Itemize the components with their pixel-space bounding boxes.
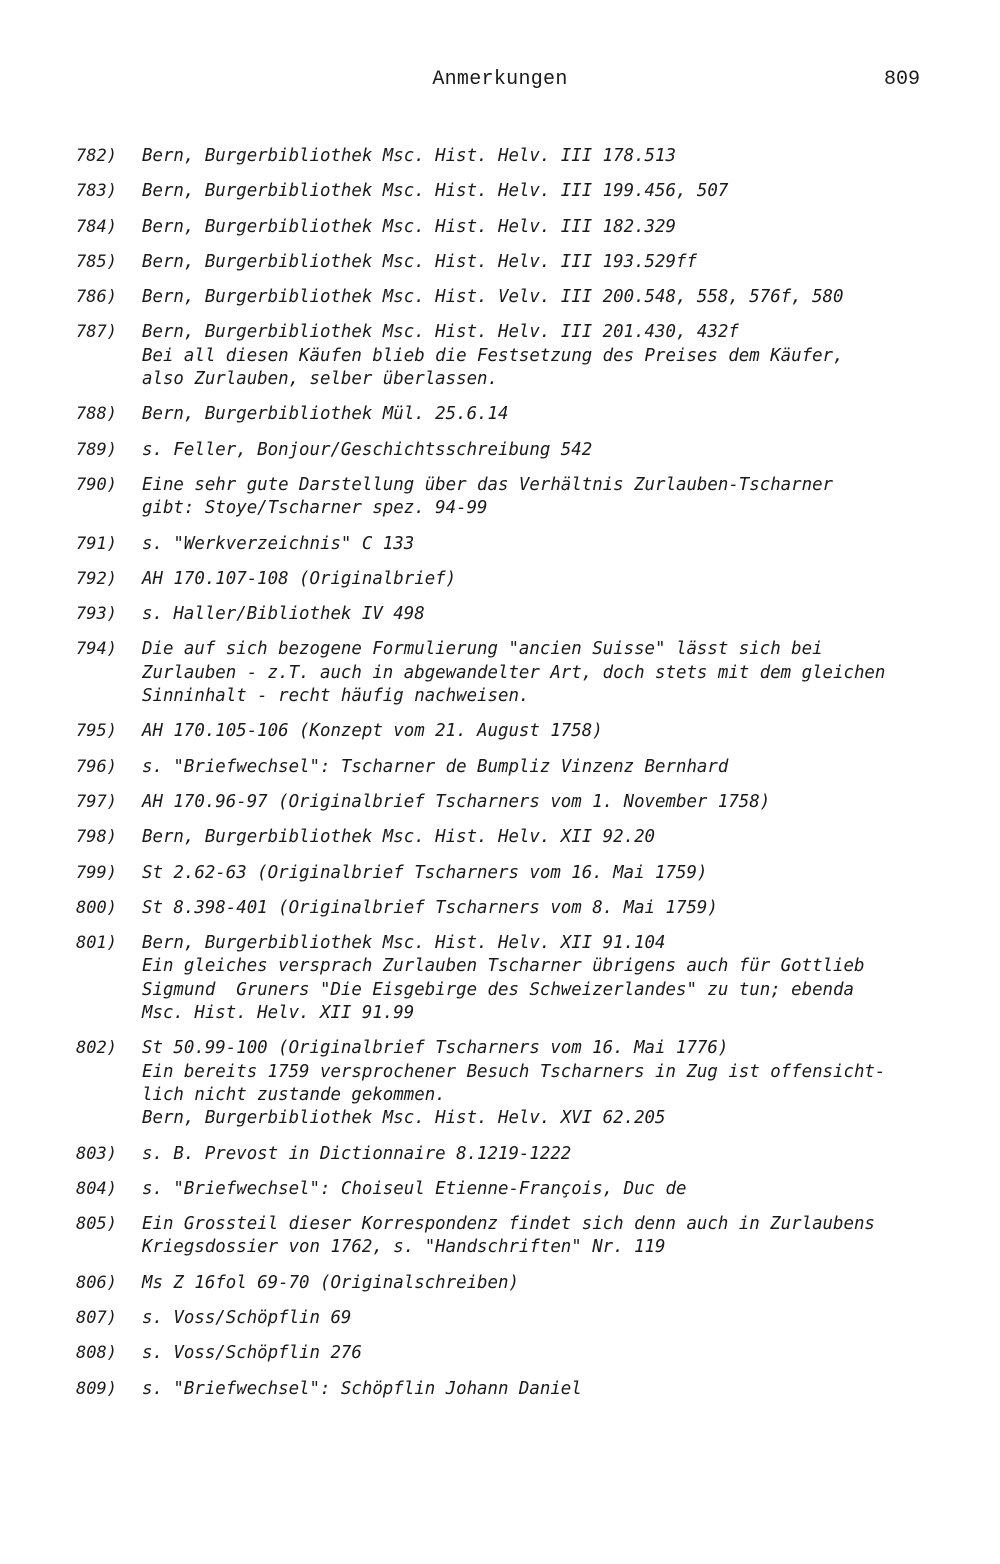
footnote-text bbox=[142, 862, 956, 885]
footnote-number: 782) bbox=[76, 146, 117, 166]
page-title: Anmerkungen bbox=[432, 68, 568, 91]
footnote-item bbox=[76, 603, 956, 626]
footnote-item bbox=[76, 720, 956, 743]
footnote-line: Eine sehr gute Darstellung über das Verhältnis Zurlauben-Tscharner bbox=[142, 474, 834, 495]
footnote-number: 788) bbox=[76, 404, 117, 425]
footnote-number: 799) bbox=[76, 862, 117, 883]
footnote-line: Bern, Burgerbibliothek Msc. Hist. Helv. III 178.513 bbox=[142, 146, 676, 166]
footnote-line: s. Voss/Schöpflin 276 bbox=[142, 1343, 362, 1364]
footnote-item bbox=[76, 897, 956, 920]
footnote-text bbox=[142, 439, 956, 462]
footnote-text bbox=[142, 1378, 956, 1401]
footnote-line: Bern, Burgerbibliothek Msc. Hist. Helv. XVI 62.205 bbox=[142, 1108, 666, 1129]
footnote-text bbox=[142, 145, 956, 168]
footnote-line: Bern, Burgerbibliothek Msc. Hist. Helv. III 199.456, 507 bbox=[142, 181, 729, 202]
footnote-text bbox=[142, 897, 956, 920]
footnote-line: Bern, Burgerbibliothek Msc. Hist. Helv. III 182.329 bbox=[142, 216, 676, 237]
footnote-item bbox=[76, 1213, 956, 1260]
footnote-line: Sigmund Gruners "Die Eisgebirge des Schweizerlandes" zu tun; ebenda bbox=[142, 979, 854, 1000]
footnote-line: s. B. Prevost in Dictionnaire 8.1219-1222 bbox=[142, 1143, 572, 1164]
footnote-line: Bern, Burgerbibliothek Msc. Hist. Helv. XII 92.20 bbox=[142, 827, 656, 848]
footnote-item bbox=[76, 145, 956, 168]
footnote-item bbox=[76, 1272, 956, 1295]
page-number: 809 bbox=[883, 68, 920, 91]
footnote-line: Ms Z 16fol 69-70 (Originalschreiben) bbox=[142, 1272, 519, 1293]
footnote-number: 796) bbox=[76, 756, 117, 777]
footnote-text bbox=[142, 474, 956, 521]
footnote-number: 785) bbox=[76, 251, 117, 272]
footnote-line: Bern, Burgerbibliothek Mül. 25.6.14 bbox=[142, 404, 509, 425]
footnote-number: 794) bbox=[76, 639, 117, 660]
footnote-line: Die auf sich bezogene Formulierung "ancien Suisse" lässt sich bei bbox=[142, 639, 823, 660]
footnote-text bbox=[142, 603, 956, 626]
footnote-item bbox=[76, 826, 956, 849]
footnote-line: also Zurlauben, selber überlassen. bbox=[142, 369, 498, 390]
footnote-item bbox=[76, 1037, 956, 1130]
footnote-text bbox=[142, 1272, 956, 1295]
footnote-line: Bern, Burgerbibliothek Msc. Hist. Helv. XII 91.104 bbox=[142, 933, 666, 954]
footnote-number: 783) bbox=[76, 181, 117, 202]
footnote-number: 793) bbox=[76, 604, 117, 625]
footnote-number: 784) bbox=[76, 216, 117, 237]
footnote-line: AH 170.105-106 (Konzept vom 21. August 1758) bbox=[142, 721, 603, 742]
footnote-text bbox=[142, 1178, 956, 1201]
footnote-number: 789) bbox=[76, 439, 117, 460]
footnote-text bbox=[142, 321, 956, 391]
footnote-item bbox=[76, 932, 956, 1025]
footnote-text bbox=[142, 756, 956, 779]
footnote-line: s. "Briefwechsel": Tscharner de Bumpliz Vinzenz Bernhard bbox=[142, 756, 729, 777]
footnote-item bbox=[76, 1143, 956, 1166]
footnote-number: 792) bbox=[76, 568, 117, 589]
footnote-line: s. "Briefwechsel": Choiseul Etienne-François, Duc de bbox=[142, 1178, 687, 1199]
footnote-line: Bei all diesen Käufen blieb die Festsetzung des Preises dem Käufer, bbox=[142, 345, 844, 366]
footnote-number: 797) bbox=[76, 791, 117, 812]
footnote-text bbox=[142, 403, 956, 426]
footnote-text bbox=[142, 826, 956, 849]
footnote-list bbox=[76, 145, 956, 1413]
footnote-line: St 2.62-63 (Originalbrief Tscharners vom 16. Mai 1759) bbox=[142, 862, 708, 883]
footnote-line: lich nicht zustande gekommen. bbox=[142, 1084, 446, 1105]
footnote-line: Bern, Burgerbibliothek Msc. Hist. Velv. III 200.548, 558, 576f, 580 bbox=[142, 287, 844, 308]
footnote-text bbox=[142, 1143, 956, 1166]
footnote-number: 795) bbox=[76, 721, 117, 742]
footnote-line: Ein gleiches versprach Zurlauben Tscharner übrigens auch für Gottlieb bbox=[142, 956, 865, 977]
footnote-item bbox=[76, 756, 956, 779]
footnote-number: 791) bbox=[76, 533, 117, 554]
footnote-number: 803) bbox=[76, 1143, 117, 1164]
footnote-text bbox=[142, 568, 956, 591]
footnote-text bbox=[142, 1342, 956, 1365]
footnote-number: 807) bbox=[76, 1307, 117, 1328]
footnote-line: Zurlauben - z.T. auch in abgewandelter Art, doch stets mit dem gleichen bbox=[142, 662, 886, 683]
footnote-line: s. "Briefwechsel": Schöpflin Johann Daniel bbox=[142, 1378, 582, 1399]
footnote-item bbox=[76, 1342, 956, 1365]
footnote-number: 806) bbox=[76, 1272, 117, 1293]
footnote-number: 802) bbox=[76, 1038, 117, 1059]
footnote-item bbox=[76, 1178, 956, 1201]
footnote-item bbox=[76, 533, 956, 556]
footnote-line: s. Haller/Bibliothek IV 498 bbox=[142, 604, 425, 625]
footnote-line: Ein Grossteil dieser Korrespondenz findet sich denn auch in Zurlaubens bbox=[142, 1214, 875, 1235]
footnote-text bbox=[142, 1037, 956, 1130]
footnote-line: Ein bereits 1759 versprochener Besuch Tscharners in Zug ist offensicht- bbox=[142, 1061, 886, 1082]
footnote-item bbox=[76, 1307, 956, 1330]
footnote-line: s. Feller, Bonjour/Geschichtsschreibung 542 bbox=[142, 439, 593, 460]
footnote-line: s. "Werkverzeichnis" C 133 bbox=[142, 533, 415, 554]
footnote-item bbox=[76, 321, 956, 391]
footnote-number: 800) bbox=[76, 897, 117, 918]
footnote-line: Sinninhalt - recht häufig nachweisen. bbox=[142, 686, 530, 707]
footnote-text bbox=[142, 720, 956, 743]
footnote-text bbox=[142, 216, 956, 239]
footnote-number: 786) bbox=[76, 287, 117, 308]
footnote-line: Kriegsdossier von 1762, s. "Handschriften" Nr. 119 bbox=[142, 1237, 666, 1258]
footnote-item bbox=[76, 180, 956, 203]
footnote-number: 790) bbox=[76, 474, 117, 495]
footnote-item bbox=[76, 286, 956, 309]
footnote-text bbox=[142, 638, 956, 708]
footnote-number: 787) bbox=[76, 322, 117, 343]
footnote-line: St 8.398-401 (Originalbrief Tscharners vom 8. Mai 1759) bbox=[142, 897, 718, 918]
footnote-item bbox=[76, 439, 956, 462]
footnote-text bbox=[142, 533, 956, 556]
footnote-text bbox=[142, 932, 956, 1025]
footnote-item bbox=[76, 1378, 956, 1401]
footnote-line: AH 170.107-108 (Originalbrief) bbox=[142, 568, 457, 589]
footnote-number: 798) bbox=[76, 827, 117, 848]
footnote-text bbox=[142, 286, 956, 309]
footnote-item bbox=[76, 791, 956, 814]
footnote-item bbox=[76, 862, 956, 885]
footnote-item bbox=[76, 403, 956, 426]
page-header bbox=[0, 68, 1000, 98]
footnote-item bbox=[76, 638, 956, 708]
footnote-item bbox=[76, 474, 956, 521]
footnote-text bbox=[142, 791, 956, 814]
footnote-text bbox=[142, 180, 956, 203]
footnote-number: 805) bbox=[76, 1214, 117, 1235]
footnote-line: Msc. Hist. Helv. XII 91.99 bbox=[142, 1003, 415, 1024]
footnote-line: Bern, Burgerbibliothek Msc. Hist. Helv. III 201.430, 432f bbox=[142, 322, 739, 343]
footnote-number: 804) bbox=[76, 1178, 117, 1199]
footnote-item bbox=[76, 216, 956, 239]
footnote-item bbox=[76, 251, 956, 274]
footnote-line: AH 170.96-97 (Originalbrief Tscharners vom 1. November 1758) bbox=[142, 791, 771, 812]
footnote-text bbox=[142, 251, 956, 274]
footnote-item bbox=[76, 568, 956, 591]
footnote-line: Bern, Burgerbibliothek Msc. Hist. Helv. III 193.529ff bbox=[142, 251, 697, 272]
footnote-number: 809) bbox=[76, 1378, 117, 1399]
footnote-number: 801) bbox=[76, 933, 117, 954]
footnote-number: 808) bbox=[76, 1343, 117, 1364]
footnote-text bbox=[142, 1307, 956, 1330]
footnote-line: gibt: Stoye/Tscharner spez. 94-99 bbox=[142, 498, 488, 519]
footnote-text bbox=[142, 1213, 956, 1260]
footnote-line: St 50.99-100 (Originalbrief Tscharners vom 16. Mai 1776) bbox=[142, 1038, 729, 1059]
footnote-line: s. Voss/Schöpflin 69 bbox=[142, 1307, 352, 1328]
